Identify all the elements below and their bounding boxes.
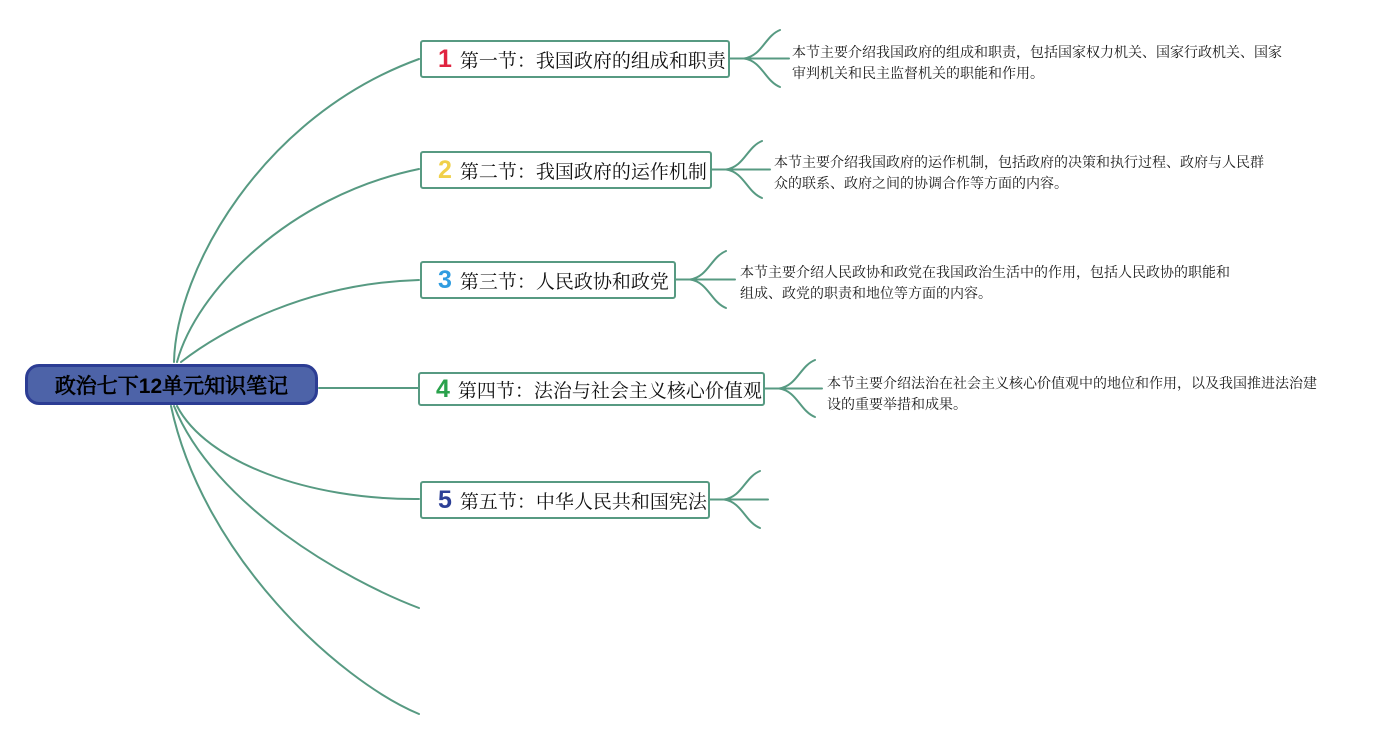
topic-node-3[interactable]	[420, 261, 676, 299]
topic-number: 1	[438, 44, 452, 73]
branch-curve-7	[171, 406, 419, 714]
subtopic-text-3[interactable]	[740, 262, 1230, 304]
branch-curve-1	[174, 59, 419, 362]
fork-up-3	[690, 251, 726, 280]
subtopic-line: 审判机关和民主监督机关的职能和作用。	[792, 65, 1044, 81]
branch-curve-2	[177, 169, 419, 362]
branch-curve-5	[177, 406, 419, 499]
fork-up-2	[726, 141, 762, 170]
topic-number: 2	[438, 155, 452, 184]
subtopic-line: 组成、政党的职责和地位等方面的内容。	[740, 285, 992, 301]
topic-title: 第二节：我国政府的运作机制	[459, 161, 707, 183]
branch-curve-3	[181, 280, 419, 362]
fork-up-1	[744, 30, 780, 59]
fork-down-2	[726, 170, 762, 199]
subtopic-line: 本节主要介绍法治在社会主义核心价值观中的地位和作用，以及我国推进法治建	[827, 375, 1317, 391]
root-topic-label: 政治七下12单元知识笔记	[54, 374, 289, 398]
topic-number: 3	[438, 265, 452, 294]
subtopic-line: 本节主要介绍我国政府的组成和职责，包括国家权力机关、国家行政机关、国家	[792, 44, 1282, 60]
topic-title: 第五节：中华人民共和国宪法	[459, 491, 707, 513]
fork-down-5	[724, 500, 760, 529]
subtopic-line: 本节主要介绍我国政府的运作机制，包括政府的决策和执行过程、政府与人民群	[774, 154, 1264, 170]
topic-node-1[interactable]	[420, 40, 730, 78]
topic-node-4[interactable]	[418, 372, 765, 406]
fork-down-3	[690, 280, 726, 309]
subtopic-line: 众的联系、政府之间的协调合作等方面的内容。	[774, 175, 1068, 191]
fork-up-5	[724, 471, 760, 500]
branch-curve-6	[174, 406, 419, 608]
subtopic-text-2[interactable]	[774, 152, 1264, 194]
topic-title: 第四节：法治与社会主义核心价值观	[457, 380, 762, 402]
topic-title: 第一节：我国政府的组成和职责	[459, 50, 726, 72]
topic-number: 4	[436, 374, 450, 403]
subtopic-line: 设的重要举措和成果。	[827, 396, 967, 412]
fork-down-4	[779, 389, 815, 418]
topic-node-2[interactable]	[420, 151, 712, 189]
topic-number: 5	[438, 485, 452, 514]
fork-down-1	[744, 59, 780, 88]
fork-up-4	[779, 360, 815, 389]
topic-node-5[interactable]	[420, 481, 710, 519]
subtopic-text-4[interactable]	[827, 373, 1317, 415]
subtopic-text-1[interactable]	[792, 42, 1282, 84]
topic-title: 第三节：人民政协和政党	[459, 271, 669, 293]
root-topic[interactable]	[25, 364, 318, 405]
subtopic-line: 本节主要介绍人民政协和政党在我国政治生活中的作用，包括人民政协的职能和	[740, 264, 1230, 280]
